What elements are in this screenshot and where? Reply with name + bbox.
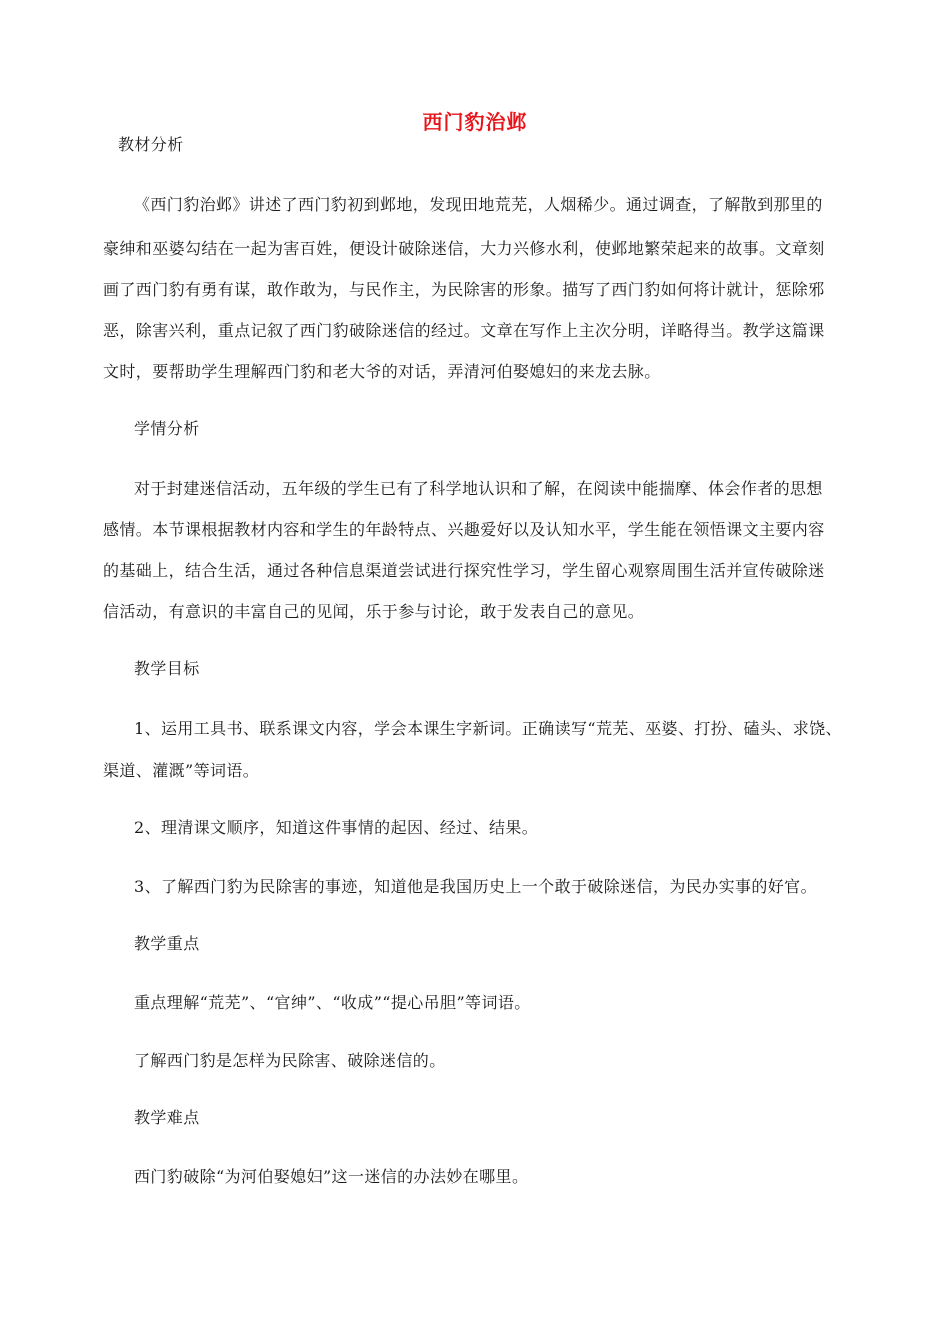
goal-line: 2、理清课文顺序，知道这件事情的起因、经过、结果。 <box>134 818 539 837</box>
paragraph-line: 西门豹破除“为河伯娶媳妇”这一迷信的办法妙在哪里。 <box>134 1167 529 1186</box>
paragraph-line: 感情。本节课根据教材内容和学生的年龄特点、兴趣爱好以及认知水平，学生能在领悟课文主要内容 <box>103 520 825 539</box>
section-heading-textbook-analysis: 教材分析 <box>118 135 184 154</box>
paragraph-line: 了解西门豹是怎样为民除害、破除迷信的。 <box>134 1051 446 1070</box>
paragraph-line: 的基础上，结合生活，通过各种信息渠道尝试进行探究性学习，学生留心观察周围生活并宣传破除迷 <box>103 561 825 580</box>
paragraph-line: 信活动，有意识的丰富自己的见闻，乐于参与讨论，敢于发表自己的意见。 <box>103 602 645 621</box>
section-heading-student-analysis: 学情分析 <box>134 419 200 438</box>
paragraph-line: 《西门豹治邺》讲述了西门豹初到邺地，发现田地荒芜，人烟稀少。通过调查，了解散到那里的 <box>134 195 823 214</box>
section-heading-difficulties: 教学难点 <box>134 1108 200 1127</box>
paragraph-line: 恶，除害兴利，重点记叙了西门豹破除迷信的经过。文章在写作上主次分明，详略得当。教学这篇课 <box>103 321 825 340</box>
goal-line: 1、运用工具书、联系课文内容，学会本课生字新词。正确读写“荒芜、巫婆、打扮、磕头、求饶、 <box>134 719 842 738</box>
document-title: 西门豹治邺 <box>422 110 528 134</box>
paragraph-line: 重点理解“荒芜”、“官绅”、“收成”“提心吊胆”等词语。 <box>134 993 531 1012</box>
paragraph-line: 对于封建迷信活动，五年级的学生已有了科学地认识和了解，在阅读中能揣摩、体会作者的思想 <box>134 479 823 498</box>
paragraph-line: 豪绅和巫婆勾结在一起为害百姓，便设计破除迷信，大力兴修水利，使邺地繁荣起来的故事。文章刻 <box>103 239 825 258</box>
section-heading-key-points: 教学重点 <box>134 934 200 953</box>
paragraph-line: 文时，要帮助学生理解西门豹和老大爷的对话，弄清河伯娶媳妇的来龙去脉。 <box>103 362 661 381</box>
section-heading-teaching-goals: 教学目标 <box>134 659 200 678</box>
paragraph-line: 画了西门豹有勇有谋，敢作敢为，与民作主，为民除害的形象。描写了西门豹如何将计就计，惩除邪 <box>103 280 825 299</box>
goal-line: 3、了解西门豹为民除害的事迹，知道他是我国历史上一个敢于破除迷信，为民办实事的好官。 <box>134 877 817 896</box>
goal-line: 渠道、灌溉”等词语。 <box>103 761 260 780</box>
